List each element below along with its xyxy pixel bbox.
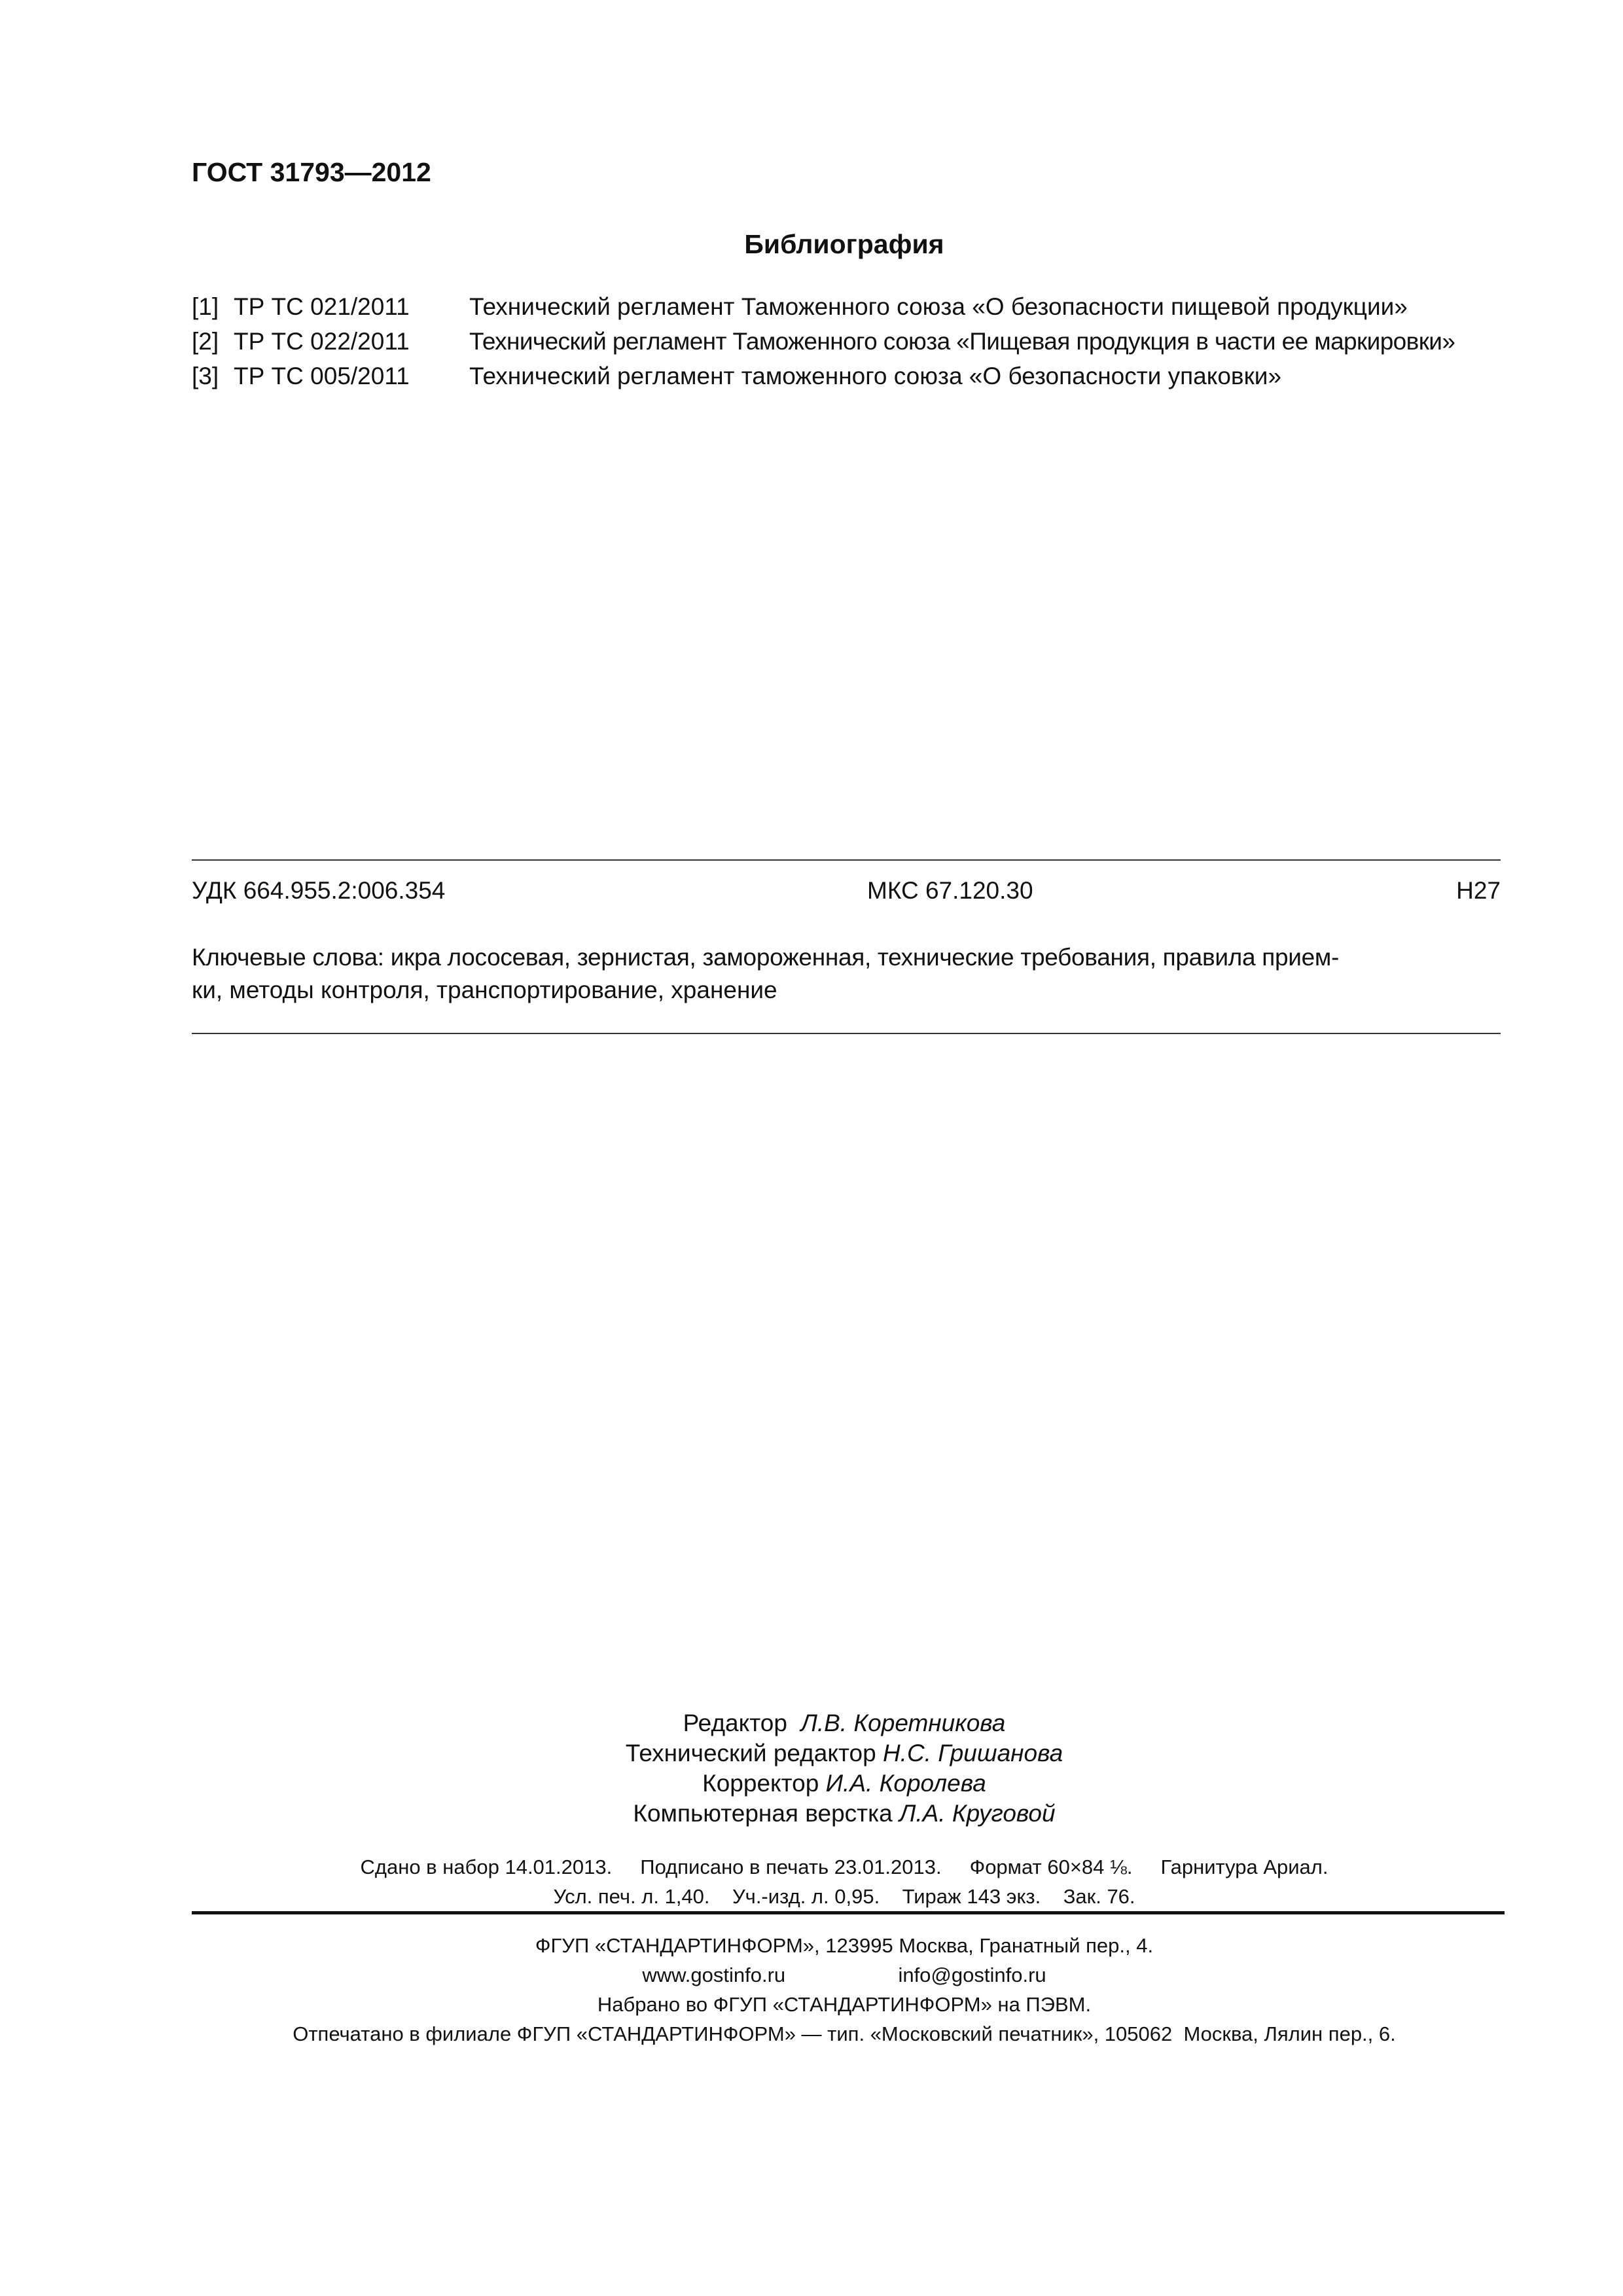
- divider-top: [192, 859, 1501, 861]
- credit-technical-editor: [0, 1738, 1623, 1768]
- credits-block: [0, 1708, 1623, 1829]
- credit-name: И.А. Королева: [825, 1770, 986, 1797]
- keywords-line-2: ки, методы контроля, транспортирование, хранение: [192, 977, 777, 1003]
- credit-role: Редактор: [683, 1710, 787, 1736]
- credit-editor: [0, 1708, 1623, 1738]
- credit-name: Л.В. Коретникова: [800, 1710, 1006, 1736]
- publisher-email: info@gostinfo.ru: [898, 1964, 1046, 1986]
- print-info-block: [0, 1852, 1623, 1911]
- bibliography-item-code: ТР ТС 005/2011: [234, 363, 410, 389]
- bibliography-item-number: [3]: [192, 363, 219, 389]
- print-info-line-2: Усл. печ. л. 1,40. Уч.-изд. л. 0,95. Тираж 143 экз. Зак. 76.: [553, 1885, 1135, 1908]
- bibliography-title: Библиография: [744, 229, 944, 259]
- credit-layout: [0, 1799, 1623, 1829]
- bibliography-item-code: ТР ТС 022/2011: [234, 328, 410, 355]
- classification-group-code: Н27: [1456, 877, 1501, 904]
- bibliography-item-code: ТР ТС 021/2011: [234, 293, 410, 320]
- publisher-typeset-note: Набрано во ФГУП «СТАНДАРТИНФОРМ» на ПЭВМ.: [597, 1993, 1092, 2016]
- credit-role: Корректор: [702, 1770, 819, 1797]
- keywords-line-1: Ключевые слова: икра лососевая, зернистая, замороженная, технические требования, правила прием-: [192, 944, 1340, 971]
- credit-role: Технический редактор: [625, 1740, 876, 1767]
- divider-bottom: [192, 1033, 1501, 1034]
- publisher-block: [0, 1931, 1623, 2049]
- credit-role: Компьютерная верстка: [633, 1800, 893, 1827]
- bibliography-item-description: Технический регламент Таможенного союза «О безопасности пищевой продукции»: [469, 293, 1408, 320]
- bibliography-item-description: Технический регламент Таможенного союза «Пищевая продукция в части ее маркировки»: [469, 328, 1455, 355]
- document-code: ГОСТ 31793—2012: [192, 157, 431, 187]
- publisher-print-note: Отпечатано в филиале ФГУП «СТАНДАРТИНФОРМ» — тип. «Московский печатник», 105062 Москва, Лялин пер., 6.: [293, 2022, 1396, 2045]
- mks-code: МКС 67.120.30: [867, 877, 1033, 904]
- publisher-website: www.gostinfo.ru: [642, 1964, 786, 1986]
- publisher-contacts: [0, 1960, 1623, 1990]
- keywords-block: [192, 941, 1501, 1007]
- udk-code: УДК 664.955.2:006.354: [192, 877, 446, 904]
- divider-publisher: [192, 1911, 1505, 1914]
- credit-name: Л.А. Круговой: [899, 1800, 1056, 1827]
- bibliography-item-number: [2]: [192, 328, 219, 355]
- bibliography-item-description: Технический регламент таможенного союза «О безопасности упаковки»: [469, 363, 1282, 389]
- credit-corrector: [0, 1768, 1623, 1799]
- publisher-address: ФГУП «СТАНДАРТИНФОРМ», 123995 Москва, Гранатный пер., 4.: [535, 1934, 1154, 1957]
- bibliography-item-number: [1]: [192, 293, 219, 320]
- credit-name: Н.С. Гришанова: [882, 1740, 1063, 1767]
- print-info-line-1: Сдано в набор 14.01.2013. Подписано в печать 23.01.2013. Формат 60×84 ⅛. Гарнитура Ариал.: [360, 1856, 1329, 1878]
